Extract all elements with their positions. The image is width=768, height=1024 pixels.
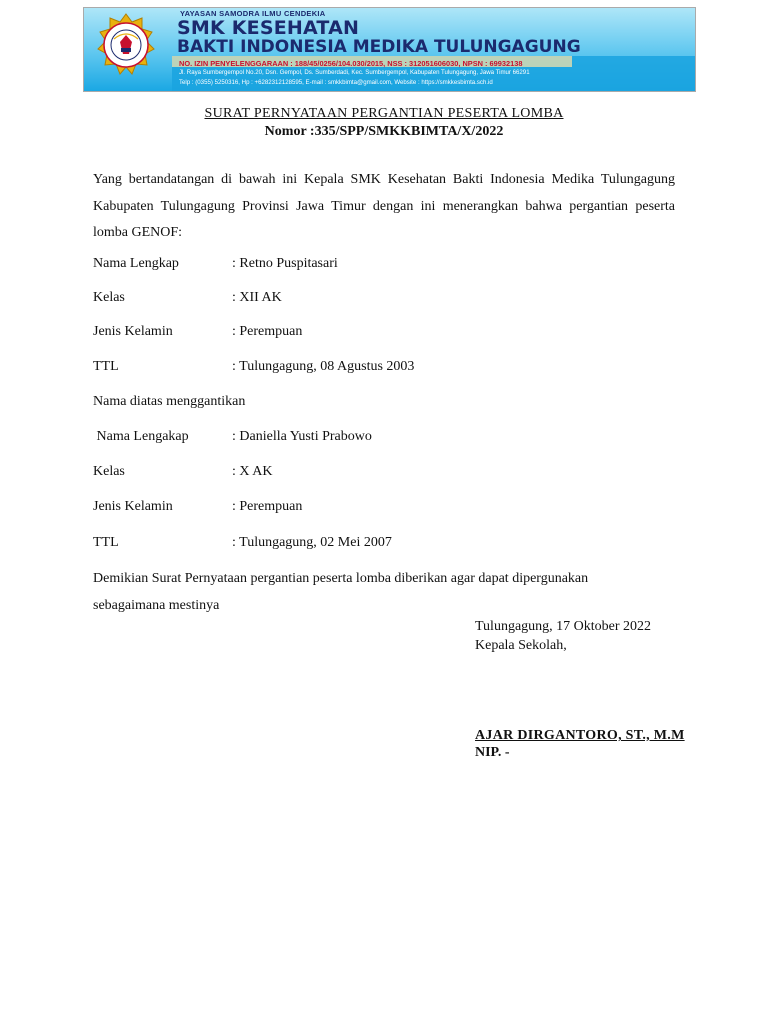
field-row (93, 535, 392, 551)
field-label: Kelas (93, 464, 125, 479)
replaced-intro: Nama diatas menggantikan (93, 394, 246, 409)
school-name-line2: BAKTI INDONESIA MEDIKA TULUNGAGUNG (177, 37, 581, 57)
field-label: Nama Lengakap (93, 429, 189, 444)
field-label: Jenis Kelamin (93, 499, 173, 514)
field-value: : Tulungagung, 02 Mei 2007 (232, 535, 392, 550)
field-label: TTL (93, 359, 119, 374)
school-address: Jl. Raya Sumbergempol No.20, Dsn. Gempol, Ds. Sumberdadi, Kec. Sumbergempol, Kabupaten Tulungagung, Jawa Timur 66291 (179, 69, 530, 76)
field-row (93, 429, 372, 445)
field-row (93, 290, 282, 306)
closing-paragraph: Demikian Surat Pernyataan pergantian peserta lomba diberikan agar dapat dipergunakan sebagaimana mestinya (93, 571, 589, 613)
field-value: : XII AK (232, 290, 282, 305)
field-row (93, 324, 302, 340)
signer-nip: NIP. - (475, 745, 510, 760)
field-value: : X AK (232, 464, 273, 479)
field-row (93, 256, 338, 272)
signer-position: Kepala Sekolah, (475, 638, 567, 653)
field-value: : Daniella Yusti Prabowo (232, 429, 372, 444)
letterhead (83, 7, 696, 92)
field-label: Jenis Kelamin (93, 324, 173, 339)
field-value: : Perempuan (232, 499, 303, 514)
document-number: Nomor :335/SPP/SMKKBIMTA/X/2022 (264, 124, 504, 139)
field-label: Kelas (93, 290, 125, 305)
field-value: : Retno Puspitasari (232, 256, 338, 271)
field-value: : Perempuan (232, 324, 303, 339)
school-name-line1: SMK KESEHATAN (177, 17, 360, 39)
foundation-name: YAYASAN SAMODRA ILMU CENDEKIA (180, 9, 326, 18)
field-row (93, 464, 272, 480)
signer-name: AJAR DIRGANTORO, ST., M.M (475, 728, 685, 743)
school-contact: Telp : (0355) 5250316, Hp : +6282312128595, E-mail : smkkbimta@gmail.com, Website : https://smkkesbimta.sch.id (179, 79, 493, 86)
document-title: SURAT PERNYATAAN PERGANTIAN PESERTA LOMBA (204, 106, 564, 121)
field-row (93, 499, 302, 515)
intro-paragraph: Yang bertandatangan di bawah ini Kepala SMK Kesehatan Bakti Indonesia Medika Tulungagung Kabupaten Tulungagung Provinsi Jawa Timur dengan ini menerangkan bahwa pergantian peserta lomba GENOF: (93, 172, 675, 240)
field-label: TTL (93, 535, 119, 550)
field-value: : Tulungagung, 08 Agustus 2003 (232, 359, 415, 374)
license-info: NO. IZIN PENYELENGGARAAN : 188/45/0256/104.030/2015, NSS : 312051606030, NPSN : 69932138 (179, 59, 523, 68)
place-date: Tulungagung, 17 Oktober 2022 (475, 619, 652, 634)
field-row (93, 359, 414, 375)
field-label: Nama Lengkap (93, 256, 179, 271)
